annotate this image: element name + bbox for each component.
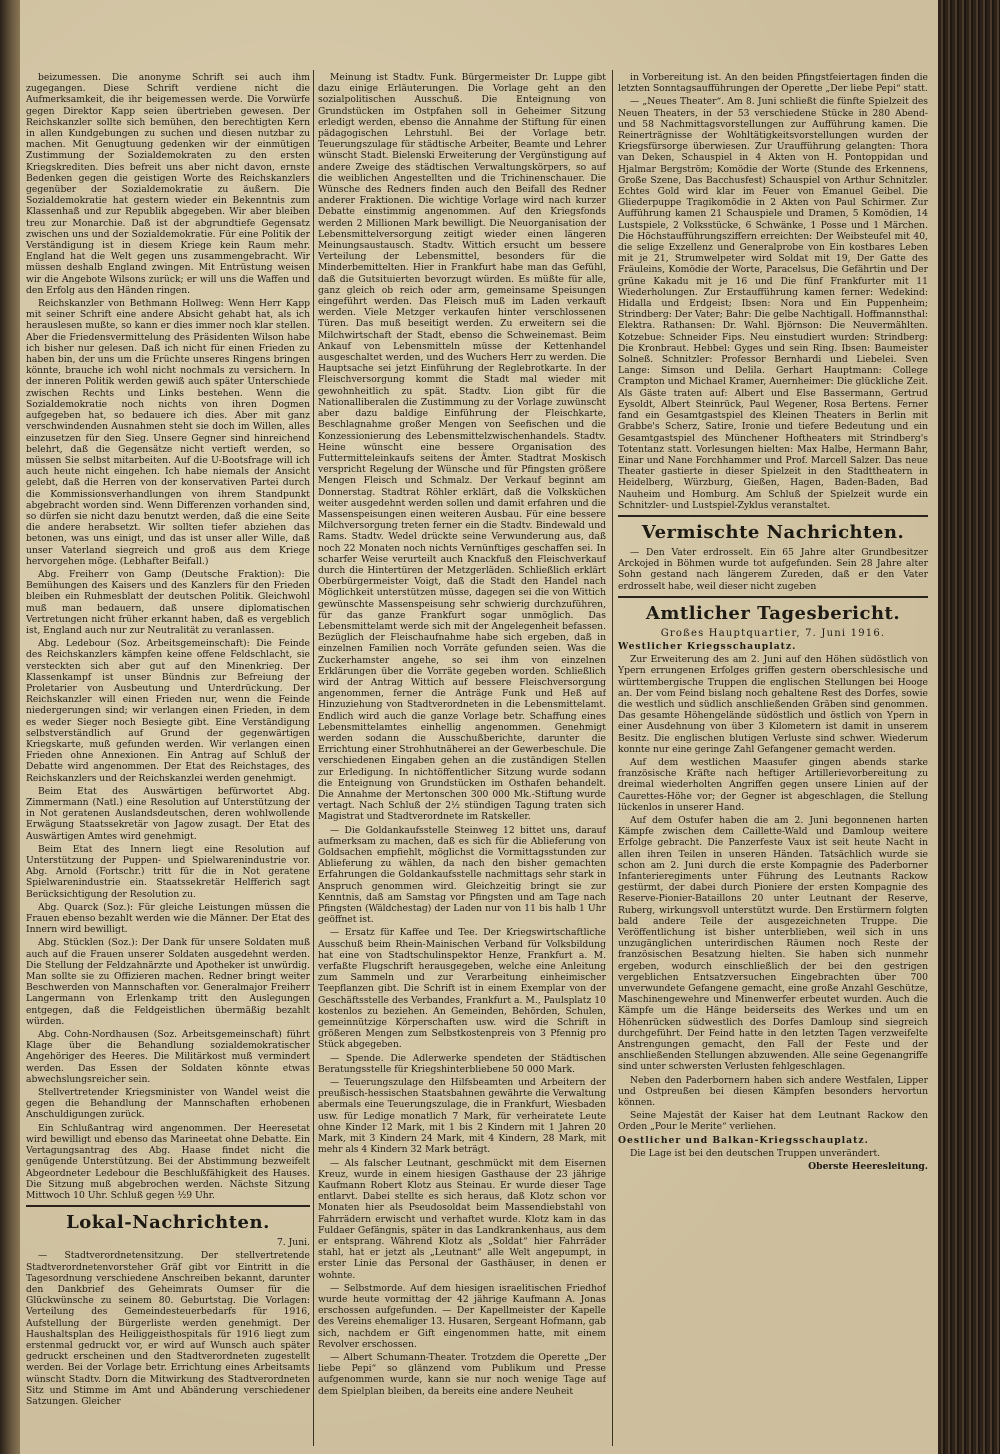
- paragraph: — Ersatz für Kaffee und Tee. Der Kriegswirtschaftliche Ausschuß beim Rhein-Mainischen Verband für Volksbildung hat eine von Stadtschulinspektor Henze, Frankfurt a. M. verfaßte Flugschrift herausgegeben, welche eine Anleitung zum Sammeln und zur Verarbeitung einheimischer Teepflanzen gibt. Die Schrift ist in einem Exemplar von der Geschäftsstelle des Verbandes, Frankfurt a. M., Paulsplatz 10 kostenlos zu beziehen. An Gemeinden, Behörden, Schulen, gemeinnützige Körperschaften usw. wird die Schrift in größeren Mengen zum Selbstkostenpreis von 3 Pfennig pro Stück abgegeben.: [318, 927, 606, 1051]
- paragraph: — Selbstmorde. Auf dem hiesigen israelitischen Friedhof wurde heute vormittag der 42 jährige Kaufmann A. Jonas erschossen aufgefunden. — Der Kapellmeister der Kapelle des Vereins ehemaliger 13. Husaren, Sergeant Hofmann, gab sich, nachdem er Gift eingenommen hatte, mit einem Revolver erschossen.: [318, 1282, 606, 1350]
- paragraph: — Albert Schumann-Theater. Trotzdem die Operette „Der liebe Pepi“ so glänzend vom Publikum und Presse aufgenommen wurde, kann sie nur noch wenige Tage auf dem Spielplan bleiben, da bereits eine andere Neuheit: [318, 1351, 606, 1397]
- paragraph: — Spende. Die Adlerwerke spendeten der Städtischen Beratungsstelle für Kriegshinterbliebene 50 000 Mark.: [318, 1052, 606, 1075]
- paragraph: Seine Majestät der Kaiser hat dem Leutnant Rackow den Orden „Pour le Merite“ verliehen.: [618, 1110, 928, 1133]
- paragraph: Abg. Quarck (Soz.): Für gleiche Leistungen müssen die Frauen ebenso bezahlt werden wie die Männer. Der Etat des Innern wird bewilligt.: [26, 901, 310, 936]
- paragraph: Auf dem Ostufer haben die am 2. Juni begonnenen harten Kämpfe zwischen dem Caillette-Wald und Damloup weitere Erfolge gebracht. Die Panzerfeste Vaux ist seit heute Nacht in allen ihren Teilen in unseren Händen. Tatsächlich wurde sie schon am 2. Juni durch die erste Kompagnie des Paderborner Infanterieregiments unter Führung des Leutnants Rackow gestürmt, der dabei durch Pioniere der ersten Kompagnie des Reserve-Pionier-Bataillons 20 unter Leutnant der Reserve, Ruberg, wirkungsvoll unterstützt wurde. Den Erstürmern folgten bald andere Teile der ausgezeichneten Truppe. Die Veröffentlichung ist bisher unterblieben, weil sich in uns unzugänglichen unterirdischen Räumen noch Reste der französischen Besatzung hielten. Sie haben sich nunmehr ergeben, wodurch einschließlich der bei den gestrigen vergeblichen Entsatzversuchen Eingebrachten über 700 unverwundete Gefangene gemacht, eine große Anzahl Geschütze, Maschinengewehre und Minenwerfer erbeutet wurden. Auch die Kämpfe um die Hänge beiderseits des Werkes und um en Höhenrücken südwestlich des Dorfes Damloup sind siegreich durchgeführt. Der Feind hatte in den letzten Tagen verzweifelte Anstrengungen gemacht, den Fall der Feste und der anschließenden Stellungen abzuwenden. Alle seine Gegenangriffe sind unter schwersten Verlusten fehlgeschlagen.: [618, 814, 928, 1073]
- column-rule: [313, 70, 314, 1446]
- book-binding: [938, 0, 1000, 1454]
- section-heading-lokal: Lokal-Nachrichten.: [66, 1212, 270, 1234]
- paragraph: — Als falscher Leutnant, geschmückt mit dem Eisernen Kreuz, wurde in einem hiesigen Gasthause der 23 jährige Kaufmann Robert Klotz aus Steinau. Er wurde dieser Tage entlarvt. Dabei stellte es sich heraus, daß Klotz schon vor Monaten hier als Pseudosoldat beim Massendiebstahl von Fahrrädern erwischt und verhaftet wurde. Klotz kam in das Fuldaer Gefängnis, später in das Landkrankenhaus, aus dem er entsprang. Während Klotz als „Soldat“ hier Fahrräder stahl, hat er jetzt als „Leutnant“ alle Welt angepumpt, in erster Linie das Personal der Gasthäuser, in denen er wohnte.: [318, 1157, 606, 1281]
- section-heading-tagesbericht: Amtlicher Tagesbericht.: [645, 602, 901, 624]
- paragraph: beizumessen. Die anonyme Schrift sei auch ihm zugegangen. Diese Schrift verdiene nicht die Aufmerksamkeit, die ihr beigemessen werde. Die Vorwürfe gegen Direktor Kapp seien übertrieben gewesen. Der Reichskanzler sollte sich bemühen, den berechtigten Kern in allen Kundgebungen zu suchen und diesen nutzbar zu machen. Mit Genugtuung gedenken wir der einmütigen Zustimmung der Sozialdemokraten zu den ersten Kriegskrediten. Dies befreit uns aber nicht davon, ernste Bedenken gegen die geistigen Worte des Reichskanzlers gegenüber der Sozialdemokratie zu äußern. Die Sozialdemokratie hat gestern wieder ein Bekenntnis zum Klassenhaß und zur Republik abgegeben. Wir aber bleiben treu zur Monarchie. Daß ist der abgrundtiefe Gegensatz zwischen uns und der Sozialdemokratie. Für eine Politik der Verständigung ist in diesem Kriege kein Raum mehr. England hat die Welt gegen uns zusammengebracht. Wir müssen deshalb England zwingen. Mit Entrüstung weisen wir die Angebote Wilsons zurück; er will uns die Waffen und den Erfolg aus den Händen ringen.: [26, 72, 310, 296]
- paragraph: — „Neues Theater“. Am 8. Juni schließt die fünfte Spielzeit des Neuen Theaters, in der 53 verschiedene Stücke in 280 Abend- und 58 Nachmittagsvorstellungen zur Aufführung kamen. Die Reinerträgnisse der Wohltätigkeitsvorstellungen wurden der Kriegsfürsorge überwiesen. Zur Uraufführung gelangten: Thora van Deken, Schauspiel in 4 Akten von H. Pontoppidan und Hjalmar Bergström; Komödie der Worte (Stunde des Erkennens, Große Szene, Das Bacchusfest) Schauspiel von Arthur Schnitzler. Echtes Gold wird klar im Feuer von Emanuel Geibel. Die Gliederpuppe Tragikomödie in 2 Akten von Paul Schirmer. Zur Aufführung kamen 21 Schauspiele und Dramen, 5 Komödien, 14 Lustspiele, 2 Volksstücke, 6 Schwänke, 1 Posse und 1 Märchen. Die Höchstaufführungsziffern erreichten: Der Weibsteufel mit 40, die selige Exzellenz und Generalprobe von Ein kostbares Leben mit je 21, Strumwelpeter wird Soldat mit 19, Der Gatte des Fräuleins, Komödie der Worte, Paracelsus, Die Gefährtin und Der grüne Kakadu mit je 16 und Die fünf Frankfurter mit 11 Wiederholungen. Zur Erstaufführung kamen ferner: Wedekind: Hidalla und Erdgeist; Ibsen: Nora und Ein Puppenheim; Strindberg: Der Vater; Bahr: Die gelbe Nachtigall. Hoffmannsthal: Elektra. Rathansen: Dr. Wahl. Björnson: Die Neuvermählten. Kotzebue: Schneider Fips. Neu einstudiert wurden: Strindberg: Die Kronbraut. Hebbel: Gyges und sein Ring. Ibsen: Baumeister Solneß. Schnitzler: Professor Bernhardi und Liebelei. Sven Lange: Simson und Delila. Gerhart Hauptmann: College Crampton und Michael Kramer, Auernheimer: Die glückliche Zeit. Als Gäste traten auf: Albert und Else Bassermann, Gertrud Eysoldt, Albert Steinrück, Paul Wegener, Rosa Bertens. Ferner fand ein Gesamtgastspiel des Kleinen Theaters in Berlin mit Grabbe's Scherz, Satire, Ironie und tiefere Bedeutung und ein Gesamtgastspiel des Münchener Hoftheaters mit Strindberg's Totentanz statt. Vorlesungen hielten: Max Halbe, Hermann Bahr, Einar und Nane Forchhammer und Prof. Marcell Salzer. Das neue Theater gastierte in dieser Spielzeit in den Stadttheatern in Heidelberg, Würzburg, Gießen, Hagen, Baden-Baden, Bad Nauheim und Homburg. Am Schluß der Spielzeit wurde ein Schnitzler- und Lustspiel-Zyklus veranstaltet.: [618, 96, 928, 511]
- report-signature: Oberste Heeresleitung.: [808, 1161, 928, 1173]
- column-1: [26, 72, 310, 1448]
- newspaper-page: [20, 0, 938, 1454]
- paragraph: — Stadtverordnetensitzung. Der stellvertretende Stadtverordnetenvorsteher Gräf gibt vor Eintritt in die Tagesordnung verschiedene Anschreiben bekannt, darunter den Dankbrief des Geheimrats Oumser für die Glückwünsche zu seinem 80. Geburtstag. Die Vorlagen: Verteilung des Gemeindesteuerbedarfs für 1916, Aufstellung der Bürgerliste werden genehmigt. Der Haushaltsplan des Heiliggeisthospitals für 1916 liegt zum erstenmal gedruckt vor, er wird auf Wunsch auch später gedruckt erscheinen und den Stadtverordneten zugestellt werden. Bei der Vorlage betr. Errichtung eines Arbeitsamts wünscht Stadtv. Dorn die Mitwirkung des Stadtverordneten Sitz und Stimme im Amt und Abänderung verschiedener Satzungen. Gleicher: [26, 1250, 310, 1407]
- paragraph: Ein Schlußantrag wird angenommen. Der Heeresetat wird bewilligt und ebenso das Marineetat ohne Debatte. Ein Vertagungsantrag des Abg. Haase findet nicht die genügende Unterstützung. Bei der Abstimmung bezweifelt Abgeordneter Ledebour die Beschlußfähigkeit des Hauses. Die Sitzung muß abgebrochen werden. Nächste Sitzung Mittwoch 10 Uhr. Schluß gegen ½9 Uhr.: [26, 1122, 310, 1201]
- paragraph: Die Lage ist bei den deutschen Truppen unverändert.: [630, 1147, 881, 1159]
- paragraph: Beim Etat des Innern liegt eine Resolution auf Unterstützung der Puppen- und Spielwarenindustrie vor. Abg. Arnold (Fortschr.) tritt für die in Not geratene Spielwarenindustrie ein. Staatssekretär Helfferich sagt Berücksichtigung der Resolution zu.: [26, 843, 310, 900]
- paragraph: Stellvertretender Kriegsminister von Wandel weist die gegen die Behandlung der Mannschaften erhobenen Anschuldigungen zurück.: [26, 1087, 310, 1121]
- column-3: [618, 72, 928, 1448]
- paragraph: in Vorbereitung ist. An den beiden Pfingstfeiertagen finden die letzten Sonntagsaufführungen der Operette „Der liebe Pepi“ statt.: [618, 72, 928, 95]
- column-rule: [612, 70, 613, 1446]
- column-2: [318, 72, 606, 1448]
- paragraph: Auf dem westlichen Maasufer gingen abends starke französische Kräfte nach heftiger Artillerievorbereitung zu dreimal wiederholten Angriffen gegen unsere Linien auf der Caurettes-Höhe vor; der Gegner ist abgeschlagen, die Stellung lückenlos in unserer Hand.: [618, 756, 928, 813]
- report-subheading-east: Oestlicher und Balkan-Kriegsschauplatz.: [618, 1134, 869, 1146]
- section-divider: [26, 1205, 310, 1207]
- paragraph: Beim Etat des Auswärtigen befürwortet Abg. Zimmermann (Natl.) eine Resolution auf Unterstützung der in Not geratenen Auslandsdeutschen, deren wohlwollende Erwägung Staatssekretär von Jagow zusagt. Der Etat des Auswärtigen Amtes wird genehmigt.: [26, 785, 310, 842]
- paragraph: Abg. Ledebour (Soz. Arbeitsgemeinschaft): Die Feinde des Reichskanzlers kämpfen keine offene Feldschlacht, sie versteckten sich aber gut auf den Minenkrieg. Der Klassenkampf ist unser Bündnis zur Befreiung der Proletarier von Ausbeutung und Unterdrückung. Der Reichskanzler will einen Frieden nur, wenn die Feinde niedergerungen sind; wir verlangen einen Frieden, in dem es weder Sieger noch Besiegte gibt. Eine Verständigung selbstverständlich auf Grund der gegenwärtigen Kriegskarte, muß gefunden werden. Wir verlangen einen Frieden ohne Annexionen. Ein Antrag auf Schluß der Debatte wird angenommen. Der Etat des Reichstages, des Reichskanzlers und der Reichskanzlei werden genehmigt.: [26, 638, 310, 784]
- report-dateline: Großes Hauptquartier, 7. Juni 1916.: [660, 627, 886, 639]
- paragraph: — Die Goldankaufsstelle Steinweg 12 bittet uns, darauf aufmerksam zu machen, daß es sich für die Ablieferung von Goldsachen empfiehlt, möglichst die Vormittagsstunden zur Ablieferung zu wählen, da nach den bisher gemachten Erfahrungen die Goldankaufsstelle nachmittags sehr stark in Anspruch genommen wird. Gleichzeitig bringt sie zur Kenntnis, daß am Samstag vor Pfingsten und am Tage nach Pfingsten (Wäldchestag) der Laden nur von 11 bis halb 1 Uhr geöffnet ist.: [318, 824, 606, 926]
- paragraph: — Den Vater erdrosselt. Ein 65 Jahre alter Grundbesitzer Arckojed in Böhmen wurde tot aufgefunden. Sein 28 Jahre alter Sohn gestand nach längerem Zureden, daß er den Vater erdrosselt habe, weil dieser nicht zugeben: [618, 546, 928, 592]
- section-date: 7. Juni.: [276, 1237, 310, 1249]
- paragraph: Abg. Cohn-Nordhausen (Soz. Arbeitsgemeinschaft) führt Klage über die Behandlung sozialdemokratischer Angehöriger des Heeres. Die Militärkost muß vermindert werden. Das Essen der Soldaten könnte etwas abwechslungsreicher sein.: [26, 1029, 310, 1085]
- paragraph: Abg. Freiherr von Gamp (Deutsche Fraktion): Die Bemühungen des Kaisers und des Kanzlers für den Frieden bleiben ein Ruhmesblatt der deutschen Politik. Gleichwohl muß man bedauern, daß unsere diplomatischen Vertretungen nicht früher erkannt haben, daß es vergeblich ist, England auch nur zur Neutralität zu veranlassen.: [26, 568, 310, 636]
- paragraph: Neben den Paderbornern haben sich andere Westfalen, Lipper und Ostpreußen bei diesen Kämpfen besonders hervortun können.: [618, 1074, 928, 1109]
- section-divider: [618, 515, 928, 517]
- report-subheading-west: Westlicher Kriegsschauplatz.: [618, 640, 797, 652]
- section-heading-vermischte: Vermischte Nachrichten.: [641, 521, 905, 543]
- paragraph: Abg. Stücklen (Soz.): Der Dank für unsere Soldaten muß auch auf die Frauen unserer Soldaten ausgedehnt werden. Die Stellung der Feldzahnärzte und Apotheker ist unwürdig. Man sollte sie zu Offizieren machen. Redner bringt weiter Beschwerden von Mannschaften vor. Generalmajor Freiherr Langermann von Erlenkamp tritt den Auslegungen entgegen, daß die Feldgeistlichen übermäßig bezahlt würden.: [26, 937, 310, 1027]
- paragraph: Zur Erweiterung des am 2. Juni auf den Höhen südöstlich von Ypern errungenen Erfolges griffen gestern oberschlesische und württembergische Truppen die englischen Stellungen bei Hooge an. Der vom Feind bislang noch gehaltene Rest des Dorfes, sowie die westlich und südlich anschließenden Gräben sind genommen. Das gesamte Höhengelände südöstlich und östlich von Ypern in einer Ausdehnung von über 3 Kilometern ist damit in unserem Besitz. Die englischen blutigen Verluste sind schwer. Wiederum konnte nur eine geringe Zahl Gefangener gemacht werden.: [618, 654, 928, 755]
- left-page-edge: [0, 0, 20, 1454]
- paragraph: Reichskanzler von Bethmann Hollweg: Wenn Herr Kapp mit seiner Schrift eine andere Absicht gehabt hat, als ich herauslesen mußte, so kann er dies immer noch klar stellen. Aber die Friedensvermittelung des Präsidenten Wilson habe ich bisher nur gelesen. Daß ich nicht für einen Frieden zu haben bin, der uns um die Früchte unseres Ringens bringen könnte, brauche ich wohl nicht nochmals zu versichern. In der inneren Politik werden gewiß auch später Unterschiede zwischen Rechts und Links bestehen. Wenn die Sozialdemokratie noch nichts von ihren Dogmen aufgegeben hat, so bedauere ich dies. Aber mit ganz verschwindenden Ausnahmen steht sie doch im Willen, alles einzusetzen für den Sieg. Unsere Gegner sind hinreichend belehrt, daß die Gegensätze nicht vertieft werden, so müssen Sie selbst mitarbeiten. Auf die U-Bootsfrage will ich auch heute nicht eingehen. Ich habe niemals der Ansicht gelebt, daß die Herren von der konservativen Partei durch die Kommissionsverhandlungen von ihrem Standpunkt abgebracht worden sind. Wenn Differenzen vorhanden sind, so dürfen sie nicht dazu benutzt werden, daß die eine Seite die andere herabsetzt. Wir sollten tiefer abziehen das betonen, was uns einigt, und das ist unser aller Wille, daß unser Vaterland siegreich und groß aus dem Kriege hervorgehen möge. (Lebhafter Beifall.): [26, 298, 310, 567]
- section-divider: [618, 596, 928, 598]
- paragraph: Meinung ist Stadtv. Funk. Bürgermeister Dr. Luppe gibt dazu einige Erläuterungen. Die Vorlage geht an den sozialpolitischen Ausschuß. Die Enteignung von Grundstücken im Ostpfahen soll in Geheimer Sitzung erledigt werden, ebenso die Annahme der Stiftung für einen pädagogischen Lehrstuhl. Bei der Vorlage betr. Teuerungszulage für städtische Arbeiter, Beamte und Lehrer wünscht Stadt. Bielenski Erweiterung der Vergünstigung auf andere Zweige des städtischen Verwaltungskörpers, so auf die weiblichen Angestellten und die Trichinenschauer. Die Wünsche des Redners finden auch den Beifall des Redner anderer Fraktionen. Die wichtige Vorlage wird nach kurzer Debatte einstimmig angenommen. Auf den Kriegsfonds werden 2 Millionen Mark bewilligt. Die Neuorganisation der Lebensmittelversorgung zeitigt wieder einen längeren Meinungsaustausch. Stadtv. Wittich ersucht um bessere Verteilung der Lebensmittel, besonders für die Minderbemittelten. Hier in Frankfurt habe man das Gefühl, daß die Gutsituierten bevorzugt würden. Es müßte für alle, ganz gleich ob reich oder arm, gemeinsame Speisungen eingeführt werden. Das Fleisch muß im Laden verkauft werden. Viele Metzger verkaufen hinter verschlossenen Türen. Das muß beseitigt werden. Zu erweitern sei die Milchwirtschaft der Stadt, ebenso die Schweinemast. Beim Ankauf von Lebensmitteln müsse der Kettenhandel ausgeschaltet werden, und des Wuchers Herr zu werden. Die Hauptsache sei jetzt Einführung der Reglebrotkarte. In der Fleischversorgung kommt die Stadt mal wieder mit gewohnheitlich zu spät. Stadtv. Lion gibt für die Nationalliberalen die Zustimmung zu der Vorlage zuwünscht aber dazu baldige Einführung der Fleischkarte, Beschlagnahme großer Mengen von Seefischen und die Konzessionierung des Lebensmittelzwischenhandels. Stadtv. Heine wünscht eine bessere Organisation des Futtermitteleinkaufs seitens der Ämter. Stadtrat Moskisch verspricht Regelung der Wünsche und für Pfingsten größere Mengen Fleisch und Schmalz. Der Verkauf beginnt am Donnerstag. Stadtrat Röhler erklärt, daß die Volksküchen weiter ausgedehnt werden sollen und damit erfahren und die Massenspeisungen einen weiteren Ausbau. Für eine bessere Milchversorgung treten ferner ein die Stadtv. Bindewald und Rams. Stadtv. Wedel drückte seine Verwunderung aus, daß noch 22 Monaten noch nichts Vernünftiges geschaffen sei. In scharfer Weise verurteilt auch Knackfuß den Fleischverkauf durch die Hintertüren der Metzgerläden. Schließlich erklärt Oberbürgermeister Voigt, daß die Stadt den Handel nach Möglichkeit unterstützen müsse, dagegen sei die von Wittich gewünschte Massenspeisung sehr schwierig durchzuführen, für das ganze Frankfurt sogar unmöglich. Das Lebensmittelamt werde sich mit der Angelegenheit befassen. Bezüglich der Fleischaufnahme habe sich ergeben, daß in einzelnen Familien noch Vorräte gefunden seien. Was die Zuckerhamster angehe, so sei ihm von einzelnen Erklärungen über die Vorräte gegeben worden. Schließlich wird der Antrag Wittich auf bessere Fleischversorgung angenommen, ferner die Anträge Funk und Heß auf Hinzuziehung von Stadtverordneten in die Lebensmittelamt. Endlich wird auch die ganze Vorlage betr. Schaffung eines Lebensmittelamtes einhellig angenommen. Genehmigt werden sodann die Ausschußberichte, darunter die Errichtung einer Strohhutnäherei an der Gewerbeschule. Die verschiedenen Eingaben gehen an die zuständigen Stellen zur Erledigung. In nichtöffentlicher Sitzung wurde sodann die Enteignung von Grundstücken im Osthafen behandelt. Die Annahme der Mertonschen 300 000 Mk.-Stiftung wurde vertagt. Nach Schluß der 2½ stündigen Tagung traten sich Magistrat und Stadtverordnete im Ratskeller.: [318, 72, 606, 823]
- paragraph: — Teuerungszulage den Hilfsbeamten und Arbeitern der preußisch-hessischen Staatsbahnen gewährte die Verwaltung abermals eine Teuerungszulage, die in Frankfurt, Wiesbaden usw. für Ledige monatlich 7 Mark, für verheiratete Leute ohne Kinder 12 Mark, mit 1 bis 2 Kindern mit 1 Jahren 20 Mark, mit 3 Kindern 24 Mark, mit 4 Kindern, 28 Mark, mit mehr als 4 Kindern 32 Mark beträgt.: [318, 1077, 606, 1156]
